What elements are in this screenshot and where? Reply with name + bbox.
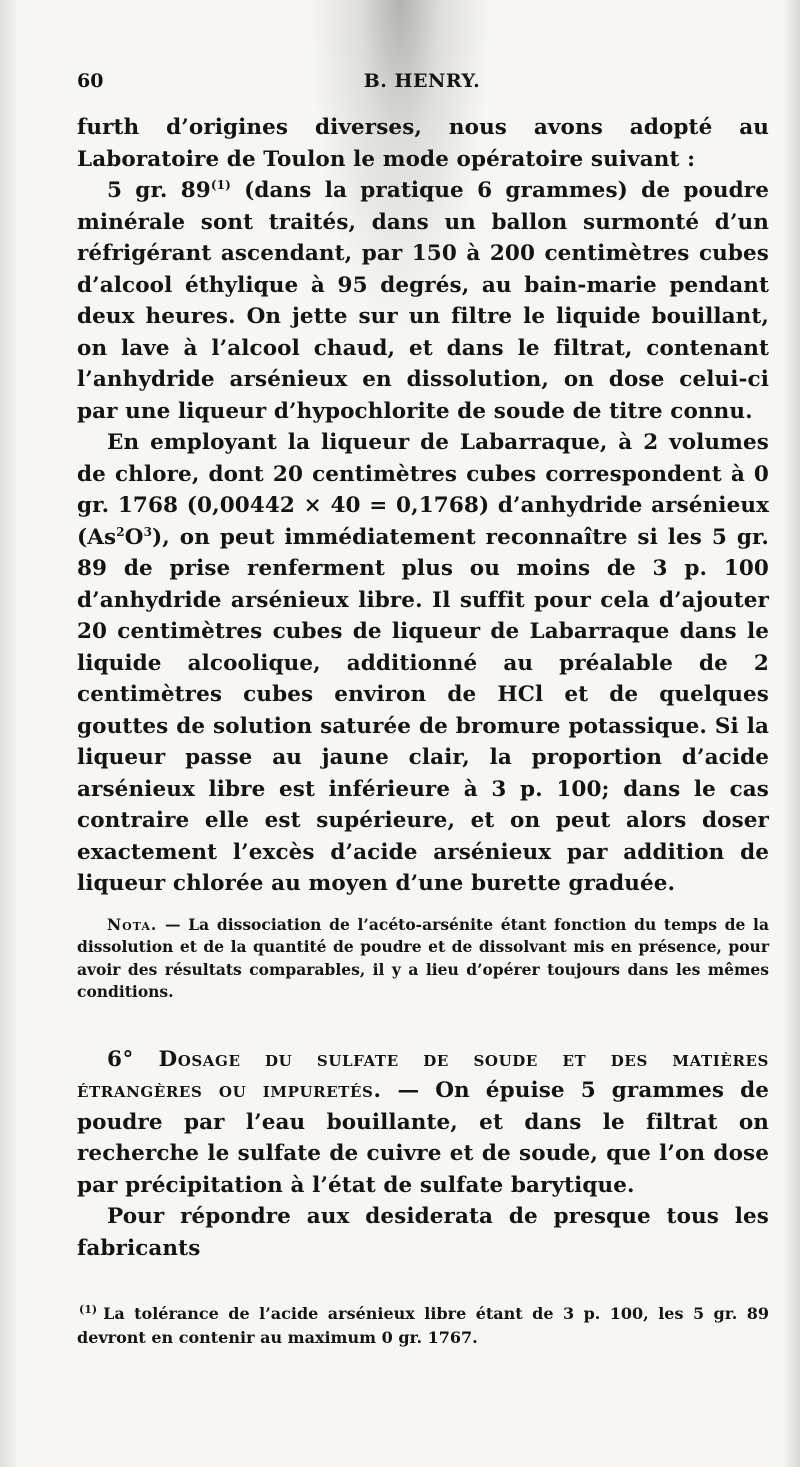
paragraph-intro-text: furth d’origines diverses, nous avons adopté au Laboratoire de Toulon le mode opératoire suivant : [77, 115, 769, 172]
paragraph-labarraque [77, 427, 769, 900]
formula-subscript-3: 3 [143, 524, 153, 539]
page-number: 60 [77, 70, 104, 92]
formula-oxygen: O [124, 524, 144, 550]
procedure-text: (dans la pratique 6 grammes) de poudre minérale sont traités, dans un ballon surmonté d’un réfrigérant ascendant, par 150 à 200 centimètres cubes d’alcool éthylique à 95 degrés, au bain-marie pendant deux heures. On jette sur un filtre le liquide bouillant, on lave à l’alcool chaud, et dans le filtrat, contenant l’anhydride arsénieux en dissolution, on dose celui-ci par une liqueur d’hypochlorite de soude de titre connu. [77, 178, 769, 424]
footnote-text: La tolérance de l’acide arsénieux libre étant de 3 p. 100, les 5 gr. 89 devront en contenir au maximum 0 gr. 1767. [77, 1304, 769, 1347]
nota-label: Nota. [107, 914, 158, 934]
page-header [77, 70, 767, 102]
paragraph-intro [77, 112, 769, 175]
nota-text: — La dissociation de l’acéto-arsénite étant fonction du temps de la dissolution et de la quantité de poudre et de dissolvant mis en présence, pour avoir des résultats comparables, il y a lieu d’opérer toujours dans les mêmes conditions. [77, 914, 769, 1001]
section-6-heading: 6° Dosage du sulfate de soude et des matières étrangères ou impuretés. [77, 1046, 769, 1103]
nota-note [77, 914, 769, 1004]
paragraph-procedure [77, 175, 769, 427]
procedure-quantity: 5 gr. 89 [107, 178, 211, 203]
footnote-mark: (1) [79, 1302, 98, 1316]
paragraph-last-text: Pour répondre aux desiderata de presque tous les fabricants [77, 1204, 769, 1261]
formula-subscript-2: 2 [116, 524, 125, 539]
paragraph-last [77, 1201, 769, 1264]
section-6-text: — On épuise 5 grammes de poudre par l’eau bouillante, et dans le filtrat on recherche le sulfate de cuivre et de soude, que l’on dose par précipitation à l’état de sulfate barytique. [77, 1078, 770, 1198]
section-6-paragraph [77, 1044, 769, 1202]
labarraque-text-c: ), on peut immédiatement reconnaître si les 5 gr. 89 de prise renferment plus ou moins de 3 p. 100 d’anhydride arsénieux libre. Il suffit pour cela d’ajouter 20 centimètres cubes de liqueur de Labarraque dans le liquide alcoolique, additionné au préalable de 2 centimètres cubes environ de HCl et de quelques gouttes de solution saturée de bromure potassique. Si la liqueur passe au jaune clair, la proportion d’acide arsénieux libre est inférieure à 3 p. 100; dans le cas contraire elle est supérieure, et on peut alors doser exactement l’excès d’acide arsénieux par addition de liqueur chlorée au moyen d’une burette graduée. [77, 524, 769, 896]
body-text [77, 112, 769, 1350]
footnote-reference: (1) [210, 177, 231, 192]
labarraque-text-a: En employant la liqueur de Labarraque, à 2 volumes de chlore, dont 20 centimètres cubes correspondent à 0 gr. 1768 (0,00442 × 40 = 0,1768) d’anhydride arsénieux (As [77, 430, 769, 550]
running-head: B. HENRY. [363, 70, 481, 92]
footnote [77, 1302, 769, 1350]
